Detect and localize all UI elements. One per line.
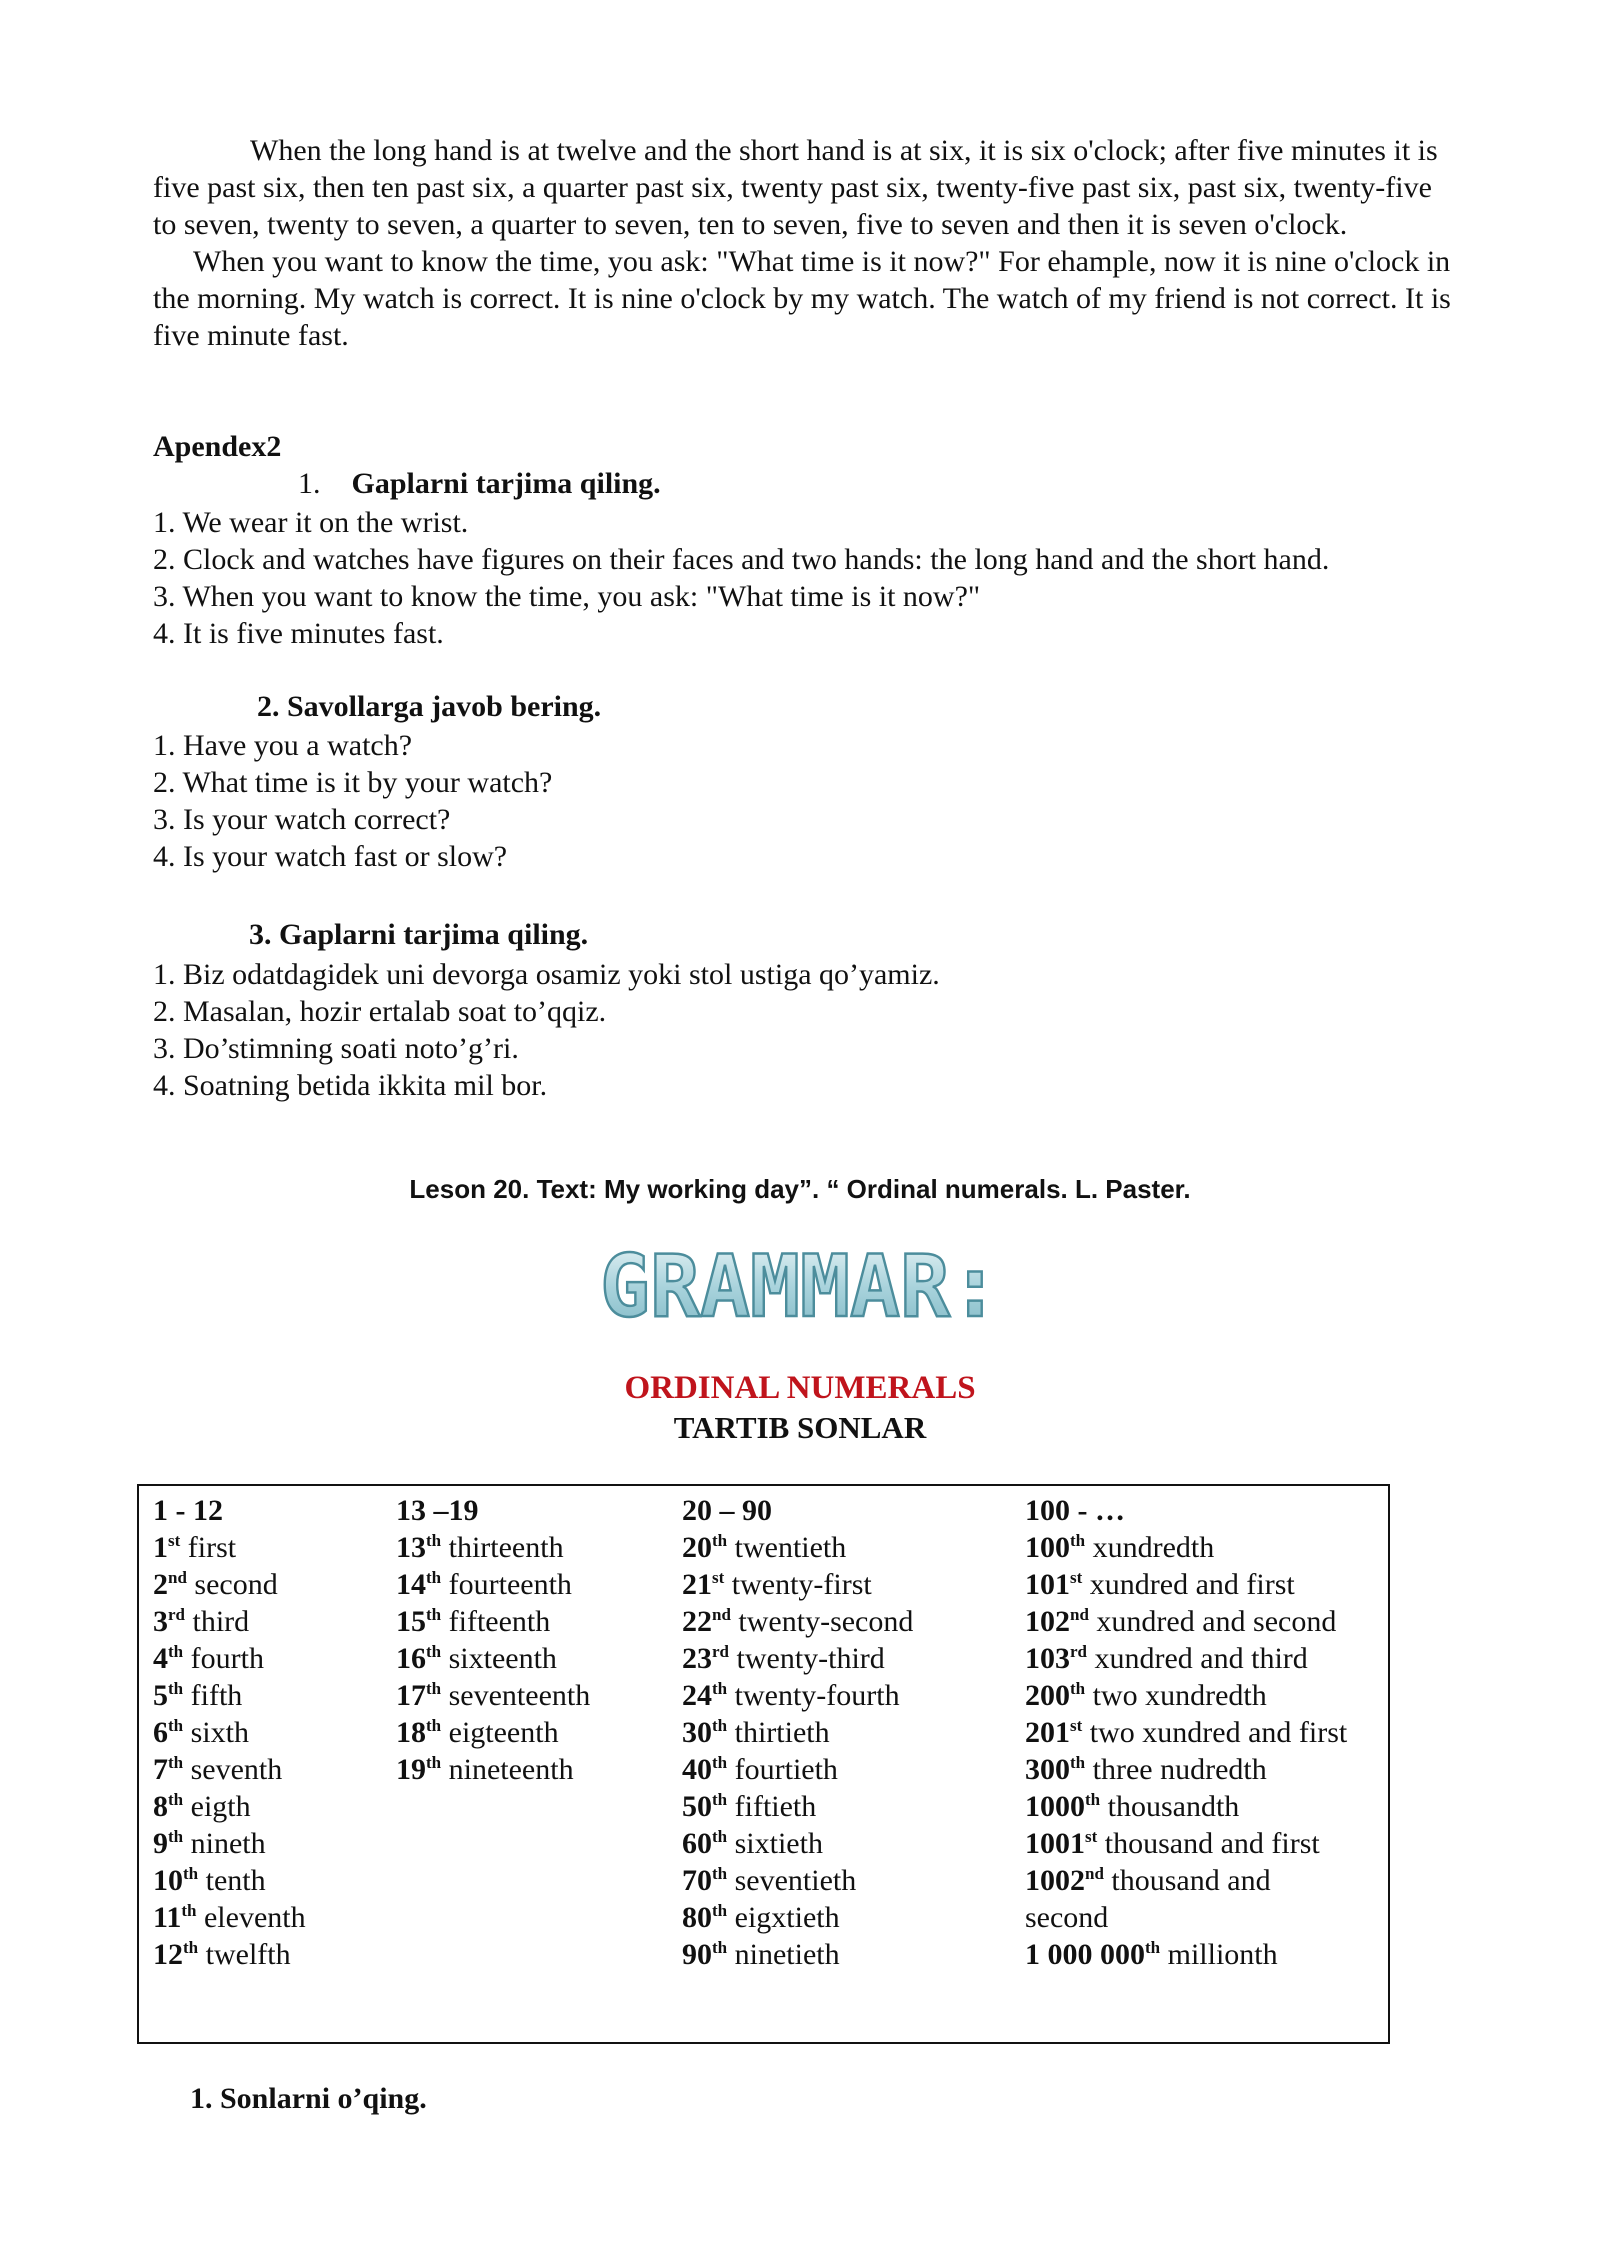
ordinal-number: 3 xyxy=(153,1605,168,1638)
ordinal-row xyxy=(153,1714,306,1751)
ordinal-suffix: rd xyxy=(168,1605,185,1624)
ordinal-suffix: th xyxy=(712,1716,728,1735)
ordinal-suffix: th xyxy=(712,1827,728,1846)
list-item: 1. Have you a watch? xyxy=(153,729,413,762)
ordinal-number: 60 xyxy=(682,1827,712,1860)
ordinal-column-1-12 xyxy=(153,1492,306,1973)
lesson-title: Leson 20. Text: My working day”. “ Ordinal numerals. L. Paster. xyxy=(409,1174,1191,1204)
ordinal-word: twelfth xyxy=(205,1938,291,1971)
intro-paragraph-1: When the long hand is at twelve and the short hand is at six, it is six o'clock; after five minutes it is five past six, then ten past six, a quarter past six, twenty past six, twenty-five past six, past six, twenty-five to seven, twenty to seven, a quarter to seven, ten to seven, five to seven and then it is seven o'clock. xyxy=(153,134,1438,241)
exercise-1-title xyxy=(298,467,661,501)
ordinal-suffix: th xyxy=(168,1753,184,1772)
ordinal-suffix: th xyxy=(712,1901,728,1920)
grammar-wordart-svg xyxy=(590,1228,1010,1338)
ordinal-suffix: th xyxy=(712,1679,728,1698)
ordinal-suffix: th xyxy=(712,1864,728,1883)
ordinal-suffix: st xyxy=(712,1568,725,1587)
ordinal-row xyxy=(1025,1862,1347,1899)
ordinal-suffix: th xyxy=(712,1790,728,1809)
ordinal-word: tenth xyxy=(205,1864,266,1897)
appendix-title: Apendex2 xyxy=(153,430,282,463)
ordinal-word: twenty-third xyxy=(736,1642,885,1675)
ordinal-suffix: th xyxy=(168,1790,184,1809)
ordinal-number: 1002 xyxy=(1025,1864,1085,1897)
ordinal-number: 5 xyxy=(153,1679,168,1712)
ordinal-row xyxy=(1025,1825,1347,1862)
ordinal-row xyxy=(153,1751,306,1788)
ordinal-row xyxy=(396,1640,590,1677)
ordinal-row xyxy=(682,1640,913,1677)
ordinal-row xyxy=(682,1566,913,1603)
ordinal-suffix: th xyxy=(426,1753,442,1772)
ordinal-number: 16 xyxy=(396,1642,426,1675)
ordinal-word: fourteenth xyxy=(448,1568,572,1601)
ordinal-word: nineth xyxy=(190,1827,266,1860)
ordinal-number: 2 xyxy=(153,1568,168,1601)
ordinal-row xyxy=(682,1677,913,1714)
ordinal-suffix: st xyxy=(1070,1568,1083,1587)
ordinal-number: 19 xyxy=(396,1753,426,1786)
ordinal-row xyxy=(1025,1677,1347,1714)
list-item: 3. Is your watch correct? xyxy=(153,803,451,836)
ordinal-word: sixth xyxy=(190,1716,249,1749)
ordinal-suffix: th xyxy=(168,1679,184,1698)
ordinal-row xyxy=(682,1714,913,1751)
ordinal-row xyxy=(682,1825,913,1862)
ordinal-number: 9 xyxy=(153,1827,168,1860)
ordinal-word: thousand and first xyxy=(1104,1827,1320,1860)
ordinal-suffix: rd xyxy=(1070,1642,1087,1661)
ordinal-word: eigteenth xyxy=(448,1716,559,1749)
ordinal-suffix: st xyxy=(168,1531,181,1550)
list-item: 4. Is your watch fast or slow? xyxy=(153,840,508,873)
ordinal-word: seventeenth xyxy=(448,1679,591,1712)
ordinal-word: twenty-fourth xyxy=(734,1679,900,1712)
ordinal-row xyxy=(1025,1603,1347,1640)
list-item: 2. Clock and watches have figures on their faces and two hands: the long hand and the short hand. xyxy=(153,543,1330,576)
ordinal-suffix: th xyxy=(1070,1753,1086,1772)
ordinal-word: twenty-second xyxy=(738,1605,914,1638)
ordinal-row xyxy=(682,1862,913,1899)
ordinal-row xyxy=(153,1936,306,1973)
list-item: 1. Biz odatdagidek uni devorga osamiz yoki stol ustiga qo’yamiz. xyxy=(153,958,940,991)
list-item: 3. When you want to know the time, you ask: "What time is it now?" xyxy=(153,580,981,613)
ordinal-row xyxy=(396,1677,590,1714)
ordinal-column-13-19 xyxy=(396,1492,590,1788)
ordinal-row xyxy=(682,1899,913,1936)
ordinal-number: 6 xyxy=(153,1716,168,1749)
ordinal-number: 70 xyxy=(682,1864,712,1897)
ordinal-word: eleventh xyxy=(203,1901,306,1934)
ordinal-suffix: th xyxy=(168,1642,184,1661)
ordinal-row xyxy=(396,1714,590,1751)
ordinal-row xyxy=(153,1566,306,1603)
list-item: 2. What time is it by your watch? xyxy=(153,766,553,799)
ordinal-word: millionth xyxy=(1167,1938,1278,1971)
ordinal-suffix: nd xyxy=(1085,1864,1104,1883)
ordinal-row xyxy=(153,1899,306,1936)
ordinal-row xyxy=(396,1566,590,1603)
ordinal-word: fifteenth xyxy=(448,1605,551,1638)
ordinal-table xyxy=(137,1484,1390,2044)
list-item: 1. We wear it on the wrist. xyxy=(153,506,469,539)
exercise-2-title: 2. Savollarga javob bering. xyxy=(257,690,602,723)
list-item: 4. Soatning betida ikkita mil bor. xyxy=(153,1069,548,1102)
exercise-1-number: 1. xyxy=(298,467,321,500)
ordinal-number: 18 xyxy=(396,1716,426,1749)
exercise-3-list xyxy=(153,956,1503,1104)
ordinal-number: 8 xyxy=(153,1790,168,1823)
ordinal-word: third xyxy=(192,1605,250,1638)
ordinal-suffix: nd xyxy=(1070,1605,1089,1624)
ordinal-row xyxy=(1025,1788,1347,1825)
ordinal-word: thousandth xyxy=(1107,1790,1240,1823)
exercise-2-list xyxy=(153,727,1503,875)
ordinal-number: 4 xyxy=(153,1642,168,1675)
ordinal-word: fourth xyxy=(190,1642,264,1675)
ordinal-word: fourtieth xyxy=(734,1753,838,1786)
grammar-wordart xyxy=(0,1228,1600,1338)
ordinal-suffix: th xyxy=(426,1531,442,1550)
ordinal-number: 15 xyxy=(396,1605,426,1638)
ordinal-number: 21 xyxy=(682,1568,712,1601)
ordinal-number: 1 xyxy=(153,1531,168,1564)
ordinal-number: 80 xyxy=(682,1901,712,1934)
ordinal-column-header: 100 - … xyxy=(1025,1494,1125,1527)
ordinal-row xyxy=(682,1936,913,1973)
ordinal-word: thirteenth xyxy=(448,1531,564,1564)
ordinal-suffix: th xyxy=(426,1568,442,1587)
ordinal-number: 1000 xyxy=(1025,1790,1085,1823)
ordinal-row xyxy=(1025,1529,1347,1566)
ordinal-column-header: 20 – 90 xyxy=(682,1494,772,1527)
intro-text xyxy=(153,132,1453,354)
ordinal-word: two xundred and first xyxy=(1089,1716,1348,1749)
ordinal-number: 90 xyxy=(682,1938,712,1971)
ordinal-word: fifth xyxy=(190,1679,243,1712)
ordinal-word: eigxtieth xyxy=(734,1901,840,1934)
ordinal-suffix: th xyxy=(183,1864,199,1883)
ordinal-row xyxy=(682,1788,913,1825)
ordinal-number: 40 xyxy=(682,1753,712,1786)
ordinal-row xyxy=(1025,1936,1347,1973)
list-item: 3. Do’stimning soati noto’g’ri. xyxy=(153,1032,519,1065)
ordinal-suffix: th xyxy=(426,1679,442,1698)
ordinal-number: 101 xyxy=(1025,1568,1070,1601)
ordinal-column-header: 1 - 12 xyxy=(153,1494,223,1527)
ordinal-column-100-plus xyxy=(1025,1492,1347,1973)
ordinal-row xyxy=(153,1788,306,1825)
ordinal-word: xundred and third xyxy=(1094,1642,1308,1675)
ordinal-number: 30 xyxy=(682,1716,712,1749)
ordinal-suffix: th xyxy=(1085,1790,1101,1809)
exercise-1-title-text: Gaplarni tarjima qiling. xyxy=(351,467,661,500)
ordinal-suffix: th xyxy=(183,1938,199,1957)
ordinal-suffix: th xyxy=(181,1901,197,1920)
ordinal-word: sixteenth xyxy=(448,1642,557,1675)
ordinal-word: three nudredth xyxy=(1092,1753,1267,1786)
ordinal-number: 23 xyxy=(682,1642,712,1675)
list-item: 2. Masalan, hozir ertalab soat to’qqiz. xyxy=(153,995,607,1028)
ordinal-number: 12 xyxy=(153,1938,183,1971)
ordinal-number: 50 xyxy=(682,1790,712,1823)
ordinal-suffix: nd xyxy=(168,1568,187,1587)
ordinal-row xyxy=(396,1529,590,1566)
ordinal-word: twenty-first xyxy=(731,1568,872,1601)
ordinal-word: sixtieth xyxy=(734,1827,823,1860)
ordinal-word: fiftieth xyxy=(734,1790,817,1823)
ordinal-number: 17 xyxy=(396,1679,426,1712)
ordinal-number: 10 xyxy=(153,1864,183,1897)
ordinal-number: 13 xyxy=(396,1531,426,1564)
ordinal-suffix: th xyxy=(1070,1531,1086,1550)
ordinal-suffix: th xyxy=(168,1716,184,1735)
ordinal-row xyxy=(153,1640,306,1677)
ordinal-row xyxy=(1025,1751,1347,1788)
ordinal-row xyxy=(682,1603,913,1640)
ordinal-number: 14 xyxy=(396,1568,426,1601)
ordinal-row xyxy=(396,1751,590,1788)
ordinal-number: 300 xyxy=(1025,1753,1070,1786)
ordinal-row xyxy=(682,1529,913,1566)
ordinal-row xyxy=(153,1825,306,1862)
ordinal-number: 24 xyxy=(682,1679,712,1712)
ordinal-word: xundred and second xyxy=(1096,1605,1337,1638)
ordinal-word: xundredth xyxy=(1092,1531,1215,1564)
ordinal-number: 100 xyxy=(1025,1531,1070,1564)
ordinal-number: 1 000 000 xyxy=(1025,1938,1145,1971)
ordinal-number: 201 xyxy=(1025,1716,1070,1749)
ordinal-suffix: st xyxy=(1085,1827,1098,1846)
ordinal-row xyxy=(1025,1566,1347,1603)
ordinal-row xyxy=(682,1751,913,1788)
ordinal-word: second xyxy=(1025,1901,1109,1934)
ordinal-suffix: th xyxy=(426,1642,442,1661)
ordinal-row xyxy=(1025,1899,1347,1936)
ordinal-row xyxy=(1025,1714,1347,1751)
ordinal-word: thousand and xyxy=(1111,1864,1271,1897)
ordinal-number: 200 xyxy=(1025,1679,1070,1712)
ordinal-subtitle: TARTIB SONLAR xyxy=(673,1410,927,1445)
ordinal-row xyxy=(153,1603,306,1640)
intro-paragraph-2: When you want to know the time, you ask: "What time is it now?" For ehample, now it is nine o'clock in the morning. My watch is correct. It is nine o'clock by my watch. The watch of my friend is not correct. It is five minute fast. xyxy=(153,245,1451,352)
ordinal-row xyxy=(153,1529,306,1566)
ordinal-suffix: th xyxy=(1070,1679,1086,1698)
ordinal-column-20-90 xyxy=(682,1492,913,1973)
ordinal-suffix: th xyxy=(168,1827,184,1846)
exercise-1-list xyxy=(153,504,1503,652)
ordinal-word: nineteenth xyxy=(448,1753,574,1786)
ordinal-word: seventieth xyxy=(734,1864,857,1897)
ordinal-word: thirtieth xyxy=(734,1716,830,1749)
ordinal-title: ORDINAL NUMERALS xyxy=(624,1370,976,1406)
grammar-label: GRAMMAR: xyxy=(600,1237,1000,1337)
ordinal-row xyxy=(153,1677,306,1714)
ordinal-number: 102 xyxy=(1025,1605,1070,1638)
ordinal-word: twentieth xyxy=(734,1531,847,1564)
ordinal-suffix: rd xyxy=(712,1642,729,1661)
ordinal-suffix: th xyxy=(1145,1938,1161,1957)
final-exercise-title: 1. Sonlarni o’qing. xyxy=(190,2082,427,2115)
exercise-3-title: 3. Gaplarni tarjima qiling. xyxy=(249,918,589,951)
ordinal-row xyxy=(396,1603,590,1640)
ordinal-number: 103 xyxy=(1025,1642,1070,1675)
ordinal-word: seventh xyxy=(190,1753,283,1786)
ordinal-suffix: th xyxy=(426,1716,442,1735)
ordinal-word: eigth xyxy=(190,1790,251,1823)
ordinal-word: second xyxy=(194,1568,278,1601)
ordinal-suffix: th xyxy=(712,1531,728,1550)
ordinal-suffix: th xyxy=(712,1753,728,1772)
ordinal-number: 7 xyxy=(153,1753,168,1786)
ordinal-word: ninetieth xyxy=(734,1938,840,1971)
ordinal-suffix: nd xyxy=(712,1605,731,1624)
ordinal-number: 20 xyxy=(682,1531,712,1564)
ordinal-suffix: st xyxy=(1070,1716,1083,1735)
ordinal-word: first xyxy=(187,1531,237,1564)
ordinal-column-header: 13 –19 xyxy=(396,1494,479,1527)
ordinal-suffix: th xyxy=(712,1938,728,1957)
ordinal-number: 22 xyxy=(682,1605,712,1638)
ordinal-number: 11 xyxy=(153,1901,182,1934)
ordinal-number: 1001 xyxy=(1025,1827,1085,1860)
list-item: 4. It is five minutes fast. xyxy=(153,617,444,650)
ordinal-suffix: th xyxy=(426,1605,442,1624)
ordinal-row xyxy=(153,1862,306,1899)
ordinal-word: two xundredth xyxy=(1092,1679,1267,1712)
ordinal-row xyxy=(1025,1640,1347,1677)
ordinal-word: xundred and first xyxy=(1089,1568,1295,1601)
